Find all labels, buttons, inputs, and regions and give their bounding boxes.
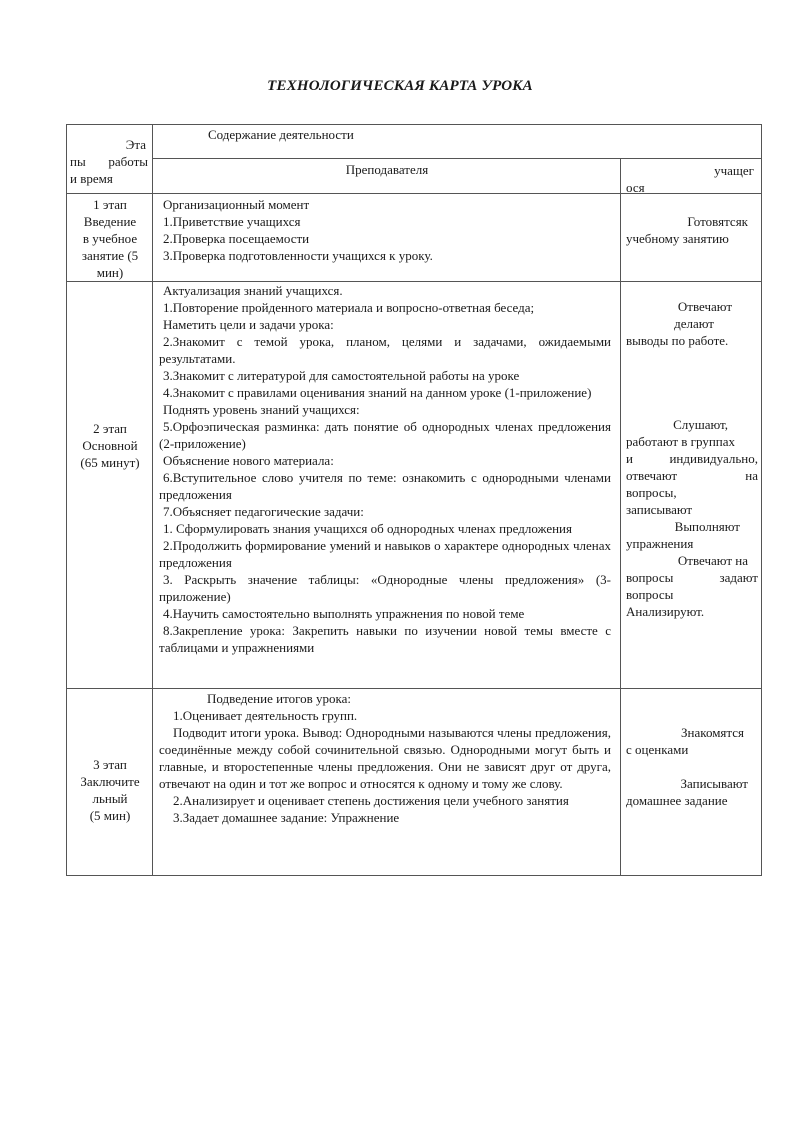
student-cell — [626, 213, 758, 247]
teacher-line: Наметить цели и задачи урока: — [163, 317, 334, 332]
student-line: отвечают на — [626, 468, 758, 483]
student-line: и индивидуально, — [626, 451, 758, 466]
stage-line: льный — [92, 791, 128, 806]
student-spacer — [626, 758, 758, 775]
stage-line: 2 этап — [93, 421, 127, 436]
student-line: вопросы задают — [626, 570, 758, 585]
teacher-line: 2.Продолжить формирование умений и навыков о характере однородных членах предложения — [159, 538, 611, 570]
table-border-bottom — [66, 875, 762, 876]
stage-line: 3 этап — [93, 757, 127, 772]
teacher-line: 3. Раскрыть значение таблицы: «Однородные члены предложения» (3-приложение) — [159, 572, 611, 604]
student-cell — [626, 724, 758, 809]
stage-line: занятие (5 — [81, 248, 139, 263]
stage-line: 1 этап — [93, 197, 127, 212]
student-line: с оценками — [626, 742, 689, 757]
teacher-line: 3.Задает домашнее задание: Упражнение — [173, 810, 400, 825]
header-student — [626, 162, 758, 196]
header-stages-line: пы работы — [70, 154, 148, 169]
table-border-right — [761, 124, 762, 876]
header-student-line: учащег — [714, 163, 754, 178]
teacher-line: 5.Орфоэпическая разминка: дать понятие об однородных членах предложения (2-приложение) — [159, 419, 611, 451]
student-col-divider — [620, 158, 621, 876]
stage-line: Заключите — [80, 774, 140, 789]
header-stages-line: и время — [70, 171, 113, 186]
stage-line: (5 мин) — [89, 808, 131, 823]
student-line: Готовятсяк — [687, 214, 748, 229]
student-line: Записывают — [680, 776, 748, 791]
header-stages-line: Эта — [125, 137, 146, 152]
student-line: Отвечают — [677, 299, 732, 314]
teacher-cell — [159, 690, 611, 826]
header-content-group: Содержание деятельности — [208, 127, 354, 142]
teacher-line: 1.Повторение пройденного материала и вопросно-ответная беседа; — [163, 300, 535, 315]
student-line: Знакомятся — [681, 725, 744, 740]
teacher-line: Актуализация знаний учащихся. — [163, 283, 343, 298]
teacher-line: 4.Научить самостоятельно выполнять упражнения по новой теме — [163, 606, 525, 621]
teacher-line: 2.Анализирует и оценивает степень достижения цели учебного занятия — [173, 793, 569, 808]
teacher-line: Поднять уровень знаний учащихся: — [163, 402, 360, 417]
student-line: вопросы, — [626, 485, 677, 500]
student-line: учебному занятию — [626, 231, 729, 246]
stage-line: в учебное — [82, 231, 138, 246]
page-title: ТЕХНОЛОГИЧЕСКАЯ КАРТА УРОКА — [267, 78, 533, 94]
teacher-line: 3.Проверка подготовленности учащихся к уроку. — [163, 248, 433, 263]
student-line: Выполняют — [674, 519, 740, 534]
student-cell — [626, 416, 758, 620]
student-line: выводы по работе. — [626, 333, 729, 348]
teacher-cell — [159, 196, 611, 264]
header-student-line: ося — [626, 180, 645, 195]
teacher-line: 3.Знакомит с литературой для самостоятельной работы на уроке — [163, 368, 520, 383]
stage-col-divider — [152, 124, 153, 876]
student-line: Анализируют. — [626, 604, 705, 619]
teacher-line: 1. Сформулировать знания учащихся об однородных членах предложения — [163, 521, 572, 536]
lesson-plan-table — [66, 124, 762, 876]
header-stages-cell — [70, 136, 148, 187]
teacher-line: 6.Вступительное слово учителя по теме: ознакомить с однородными членами предложения — [159, 470, 611, 502]
stage-cell — [68, 756, 152, 824]
teacher-line: 1.Оценивает деятельность групп. — [173, 708, 358, 723]
teacher-line: 2.Проверка посещаемости — [163, 231, 310, 246]
student-line: Отвечают на — [677, 553, 748, 568]
stage-cell — [68, 196, 152, 281]
student-line: работают в группах — [626, 434, 736, 449]
student-line: упражнения — [626, 536, 694, 551]
teacher-line: 1.Приветствие учащихся — [163, 214, 301, 229]
teacher-line: Подводит итоги урока. Вывод: Однородными называются члены предложения, соединённые между собой сочинительной связью. Однородными могут быть и главные, и второстепенные члены предложения. Они не зависят друг от друга, отвечают на один и тот же вопрос и относятся к одному и тому же слову. — [159, 725, 611, 791]
stage-cell — [68, 420, 152, 471]
teacher-line: 7.Объясняет педагогические задачи: — [163, 504, 364, 519]
table-border-top — [66, 124, 762, 125]
header-divider — [152, 158, 762, 159]
stage-line: мин) — [96, 265, 124, 280]
table-border-left — [66, 124, 67, 876]
stage-line: (65 минут) — [80, 455, 140, 470]
teacher-line: Подведение итогов урока: — [207, 691, 351, 706]
student-line: записывают — [626, 502, 693, 517]
student-cell — [626, 298, 758, 349]
teacher-line: Организационный момент — [163, 197, 310, 212]
stage-line: Основной — [82, 438, 138, 453]
student-line: Слушают, — [673, 417, 728, 432]
teacher-line: Объяснение нового материала: — [163, 453, 334, 468]
teacher-cell — [159, 282, 611, 656]
student-line: делают — [674, 316, 714, 331]
teacher-line: 2.Знакомит с темой урока, планом, целями и задачами, ожидаемыми результатами. — [159, 334, 611, 366]
stage-line: Введение — [83, 214, 137, 229]
row2-bottom-line — [66, 688, 762, 689]
teacher-line: 8.Закрепление урока: Закрепить навыки по изучении новой темы вместе с таблицами и упражнениями — [159, 623, 611, 655]
teacher-line: 4.Знакомит с правилами оценивания знаний на данном уроке (1-приложение) — [163, 385, 592, 400]
student-line: вопросы — [626, 587, 674, 602]
header-teacher: Преподавателя — [345, 162, 429, 177]
student-line: домашнее задание — [626, 793, 728, 808]
